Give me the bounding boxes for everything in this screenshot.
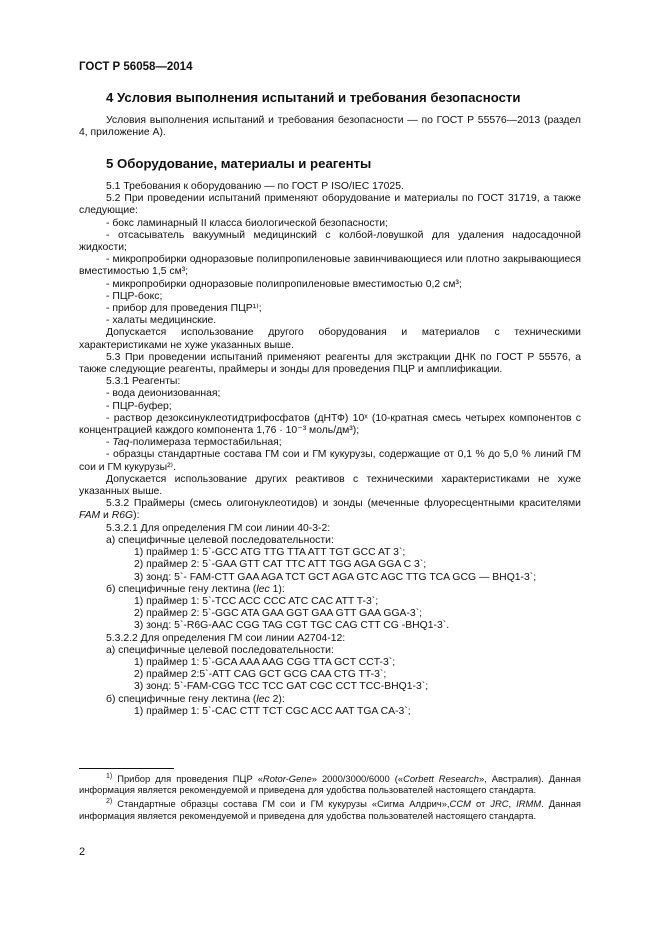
subitem-b-end: 1):: [269, 583, 285, 595]
primer-line: 1) праймер 1: 5`-GCC ATG TTG TTA ATT TGT GCC AT 3`;: [134, 547, 406, 559]
allowed-reagents-note: Допускается использование других реактивов с техническими характеристиками не хуже указанных выше.: [79, 473, 581, 498]
subitem-b-text: б) специфичные гену лектина (: [106, 693, 257, 705]
list-item: - образцы стандартные состава ГМ сои и ГМ кукурузы, содержащие от 0,1 % до 5,0 % линий ГМ сои и ГМ кукурузы²⁾.: [79, 449, 581, 473]
footnote-text: . Данная информация является рекомендуемой и приведена для удобства пользователей настоящего стандарта.: [79, 798, 582, 821]
footnote-2: [79, 798, 581, 820]
clause-5-3-2-text: 5.3.2 Праймеры (смесь олигонуклеотидов) и зонды (меченные флуоресцентными красителями: [106, 498, 581, 510]
primer-line: 2) праймер 2: 5`-GGC ATA GAA GGT GAA GTT GAA GGA-3`;: [134, 608, 423, 620]
clause-5-3-2-2: 5.3.2.2 Для определения ГМ сои линии А2704-12:: [106, 632, 346, 644]
footnote-text: ,: [508, 798, 517, 810]
primer-line: 3) зонд: 5`- FAM-CTT GAA AGA TCT GCT AGA GTC AGC TTG TCA GCG — BHQ1-3`;: [134, 571, 537, 583]
list-item: - ПЦР-бокс;: [106, 290, 163, 302]
primer-line: 3) зонд: 5`-R6G-AAC CGG TAG CGT TGC CAG CTT CG -BHQ1-3`.: [134, 620, 450, 632]
footnote-text: » 2000/3000/6000 («: [311, 773, 404, 784]
clause-5-1: 5.1 Требования к оборудованию — по ГОСТ Р ISO/IEC 17025.: [106, 181, 404, 192]
subitem-a: а) специфичные целевой последовательности:: [106, 534, 334, 546]
list-item: - раствор дезоксинуклеотидтрифосфатов (дНТФ) 10ˣ (10-кратная смесь четырех компонентов с концентрацией каждого компонента 1,76 · 10⁻³ моль/дм³);: [79, 412, 581, 437]
gene-lec: lec: [256, 693, 270, 705]
gene-lec: lec: [256, 583, 270, 595]
section-4-body: [79, 115, 581, 139]
clause-5-3: 5.3 При проведении испытаний применяют реагенты для экстракции ДНК по ГОСТ Р 55576, а также следующие реагенты, праймеры и зонды для проведения ПЦР и амплификации.: [79, 351, 581, 376]
clause-5-3-1: 5.3.1 Реагенты:: [106, 376, 181, 388]
closing-paren: ):: [133, 510, 140, 522]
footnote-italic: CCM: [449, 798, 471, 810]
list-item: - микропробирки одноразовые полипропиленовые завинчивающиеся или плотно закрывающиеся вместимостью 1,5 см³;: [79, 254, 581, 278]
section-4-title: 4 Условия выполнения испытаний и требования безопасности: [106, 90, 521, 105]
footnote-text: », Австралия). Данная информация является рекомендуемой и приведена для удобства пользователей настоящего стандарта.: [79, 773, 581, 796]
primer-line: 2) праймер 2:5`-ATT CAG GCT GCG CAA CTG TT-3`;: [134, 669, 387, 681]
dye-fam: FAM: [79, 510, 101, 522]
primer-line: 1) праймер 1: 5`-TCC ACC CCC ATC CAC ATT T-3`;: [134, 595, 379, 607]
section-5-body: [79, 181, 581, 718]
footnote-text: Стандартные образцы состава ГМ сои и ГМ кукурузы «Сигма Алдрич»,: [117, 798, 450, 810]
allowed-equipment-note: Допускается использование другого оборудования и материалов с техническими характеристиками не хуже указанных выше.: [79, 327, 581, 351]
footnote-1: [79, 773, 581, 795]
subitem-b: [79, 694, 581, 706]
list-item-taq: - Taq-полимераза термостабильная;: [106, 437, 282, 449]
subitem-b-text: б) специфичные гену лектина (: [106, 583, 257, 595]
page-number: 2: [79, 846, 86, 858]
primer-line: 2) праймер 2: 5`-GAA GTT CAT TTC ATT TGG AGA GGA C 3`;: [134, 559, 427, 571]
section-4-text: Условия выполнения испытаний и требования безопасности — по ГОСТ Р 55576—2013 (раздел 4, приложение А).: [79, 115, 581, 139]
primer-line: 1) праймер 1: 5`-GCA AAA AAG CGG TTA GCT CCT-3`;: [134, 656, 396, 668]
subitem-a: а) специфичные целевой последовательности:: [106, 644, 334, 656]
clause-5-3-2-1: 5.3.2.1 Для определения ГМ сои линии 40-3-2:: [106, 522, 331, 534]
list-item: - микропробирки одноразовые полипропиленовые вместимостью 0,2 см³;: [106, 278, 462, 290]
list-item: - прибор для проведения ПЦР¹⁾;: [106, 303, 262, 315]
dye-r6g: R6G: [111, 510, 134, 522]
footnote-italic: IRMM: [516, 798, 542, 810]
footnote-text: от: [470, 798, 491, 810]
list-item: - халаты медицинские.: [106, 315, 217, 327]
clause-5-2: 5.2 При проведении испытаний применяют оборудование и материалы по ГОСТ 31719, а также следующие:: [79, 193, 581, 217]
footnotes: [79, 773, 581, 821]
document-header: ГОСТ Р 56058—2014: [79, 61, 193, 73]
primer-line: 1) праймер 1: 5`-CAC CTT TCT CGC ACC AAT TGA CA-3`;: [134, 705, 411, 717]
taq-italic: Taq: [112, 437, 130, 449]
footnote-mark: 1): [106, 772, 113, 780]
subitem-b-end: 2):: [269, 693, 285, 705]
footnote-divider: [79, 768, 174, 769]
primer-line: 3) зонд: 5`-FAM-CGG TCC TCC GAT CGC CCT TCC-BHQ1-3`;: [134, 681, 429, 693]
footnote-italic: Rotor-Gene: [262, 773, 312, 784]
list-item: - отсасыватель вакуумный медицинский с колбой-ловушкой для удаления надосадочной жидкости;: [79, 229, 581, 254]
clause-5-3-2: [79, 498, 581, 522]
footnote-italic: JRC: [490, 798, 509, 810]
list-item: - вода деионизованная;: [106, 388, 221, 400]
conjunction: и: [100, 510, 112, 522]
taq-rest: -полимераза термостабильная;: [129, 437, 282, 449]
section-5-title: 5 Оборудование, материалы и реагенты: [106, 156, 372, 171]
list-item: - ПЦР-буфер;: [106, 400, 172, 412]
footnote-italic: Corbett Research: [403, 773, 479, 784]
list-item: - бокс ламинарный II класса биологической безопасности;: [106, 217, 388, 229]
subitem-b: [79, 584, 581, 596]
footnote-text: Прибор для проведения ПЦР «: [117, 773, 263, 784]
footnote-mark: 2): [106, 798, 113, 806]
